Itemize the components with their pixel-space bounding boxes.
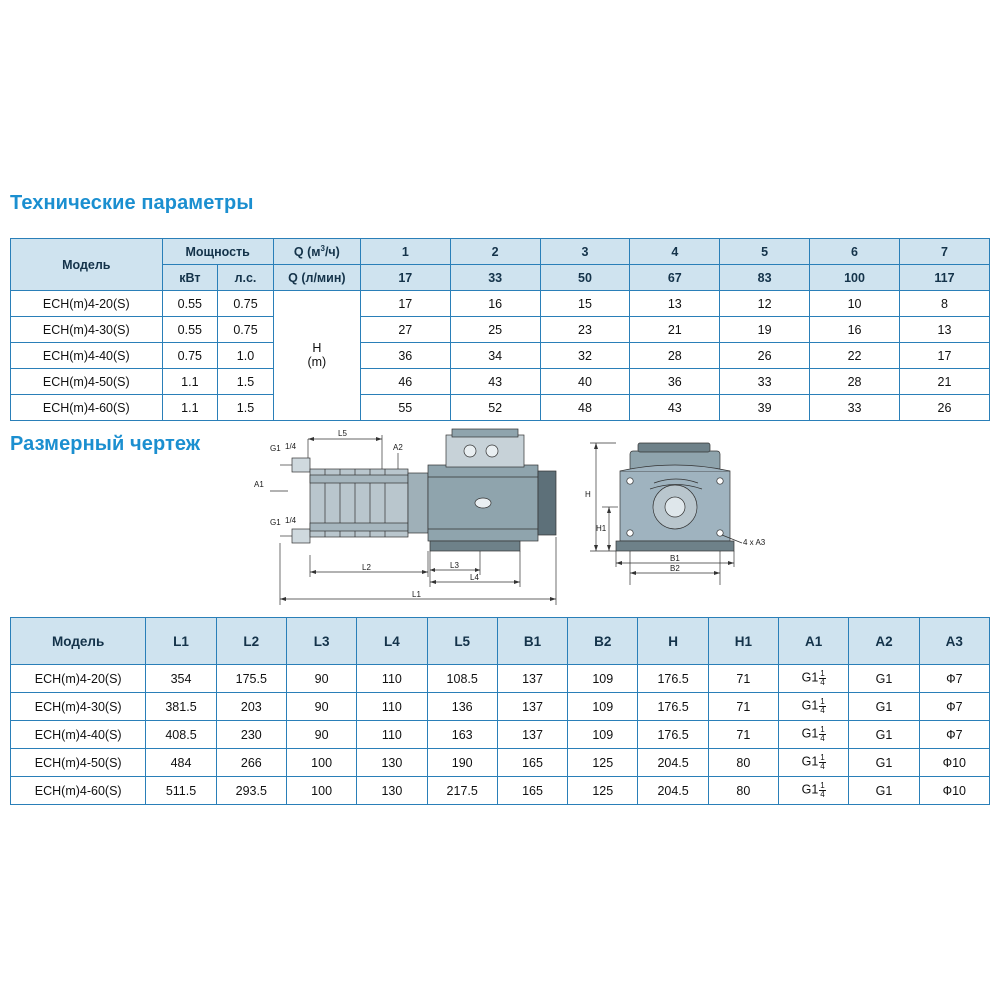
cell-A1-denominator: 4 <box>820 706 825 715</box>
cell-h3: 15 <box>540 291 630 317</box>
table-row <box>11 291 990 317</box>
header-L2: L2 <box>216 618 286 665</box>
table-row <box>11 693 990 721</box>
header-q1: 1 <box>360 239 450 265</box>
cell-h2: 34 <box>450 343 540 369</box>
dim-table-body <box>11 665 990 805</box>
cell-hp: 1.5 <box>218 369 274 395</box>
header-L5: L5 <box>427 618 497 665</box>
cell-model: ECH(m)4-50(S) <box>11 749 146 777</box>
label-G1-bottom: G1 <box>270 518 281 527</box>
cell-L3: 100 <box>286 777 356 805</box>
cell-B2: 109 <box>568 693 638 721</box>
cell-kw: 0.55 <box>162 317 218 343</box>
cell-L1: 484 <box>146 749 216 777</box>
cell-L4: 110 <box>357 721 427 749</box>
cell-A1-fraction <box>819 726 825 742</box>
cell-B1: 165 <box>497 749 567 777</box>
tech-table-body <box>11 291 990 421</box>
header-model: Модель <box>11 239 163 291</box>
dimensions-table <box>10 617 990 805</box>
cell-h5: 19 <box>720 317 810 343</box>
cell-h1: 36 <box>360 343 450 369</box>
cell-A1-denominator: 4 <box>820 678 825 687</box>
cell-A1-denominator: 4 <box>820 734 825 743</box>
cell-B2: 109 <box>568 665 638 693</box>
cell-B2: 125 <box>568 749 638 777</box>
table-row <box>11 749 990 777</box>
label-G1-bottom-frac: 1/4 <box>285 516 297 525</box>
cell-h6: 33 <box>810 395 900 421</box>
cell-H1: 71 <box>708 693 778 721</box>
cell-model: ECH(m)4-60(S) <box>11 777 146 805</box>
header-L1: L1 <box>146 618 216 665</box>
cell-model: ECH(m)4-40(S) <box>11 343 163 369</box>
label-A2: A2 <box>393 443 403 452</box>
cell-h4: 43 <box>630 395 720 421</box>
cell-H: 204.5 <box>638 749 708 777</box>
h-label-line1: H <box>312 340 322 355</box>
cell-h3: 40 <box>540 369 630 395</box>
cell-A1 <box>779 777 849 805</box>
cell-L2: 203 <box>216 693 286 721</box>
cell-L1: 408.5 <box>146 721 216 749</box>
technical-parameters-table <box>10 238 990 421</box>
label-L4: L4 <box>470 573 479 582</box>
cell-h5: 26 <box>720 343 810 369</box>
cell-A3: Ф7 <box>919 721 989 749</box>
cell-A1-fraction <box>819 698 825 714</box>
cell-H: 176.5 <box>638 665 708 693</box>
label-L1: L1 <box>412 590 421 599</box>
header-q-lmin: Q (л/мин) <box>273 265 360 291</box>
cell-h6: 28 <box>810 369 900 395</box>
label-L2: L2 <box>362 563 371 572</box>
cell-H1: 80 <box>708 749 778 777</box>
cell-h4: 21 <box>630 317 720 343</box>
cell-A3: Ф10 <box>919 777 989 805</box>
label-G1-top-frac: 1/4 <box>285 442 297 451</box>
cell-model: ECH(m)4-20(S) <box>11 291 163 317</box>
cell-L3: 100 <box>286 749 356 777</box>
cell-L2: 230 <box>216 721 286 749</box>
cell-hp: 0.75 <box>218 317 274 343</box>
table-row-header <box>11 618 990 665</box>
tech-table-head <box>11 239 990 291</box>
cell-A2: G1 <box>849 749 919 777</box>
cell-L1: 381.5 <box>146 693 216 721</box>
cell-L3: 90 <box>286 693 356 721</box>
cell-h1: 46 <box>360 369 450 395</box>
cell-kw: 1.1 <box>162 395 218 421</box>
cell-model: ECH(m)4-20(S) <box>11 665 146 693</box>
cell-h5: 33 <box>720 369 810 395</box>
cell-model: ECH(m)4-30(S) <box>11 693 146 721</box>
cell-A1-numerator: 1 <box>820 781 825 791</box>
cell-A1-base: G1 <box>801 754 819 769</box>
header-q7: 7 <box>899 239 989 265</box>
cell-kw: 0.55 <box>162 291 218 317</box>
cell-h1: 17 <box>360 291 450 317</box>
label-B2: B2 <box>670 564 680 573</box>
header-lmin3: 50 <box>540 265 630 291</box>
table-row <box>11 343 990 369</box>
cell-h4: 28 <box>630 343 720 369</box>
cell-L4: 110 <box>357 665 427 693</box>
header-lmin1: 17 <box>360 265 450 291</box>
cell-A1-base: G1 <box>801 782 819 797</box>
cell-A1-numerator: 1 <box>820 725 825 735</box>
cell-H1: 71 <box>708 721 778 749</box>
header-power: Мощность <box>162 239 273 265</box>
cell-h2: 52 <box>450 395 540 421</box>
cell-L2: 266 <box>216 749 286 777</box>
cell-kw: 0.75 <box>162 343 218 369</box>
cell-h7: 26 <box>899 395 989 421</box>
cell-L4: 130 <box>357 749 427 777</box>
cell-A1 <box>779 665 849 693</box>
cell-L3: 90 <box>286 721 356 749</box>
cell-h4: 36 <box>630 369 720 395</box>
header-lmin7: 117 <box>899 265 989 291</box>
cell-h1: 27 <box>360 317 450 343</box>
cell-A1 <box>779 721 849 749</box>
cell-A1 <box>779 749 849 777</box>
label-G1-top: G1 <box>270 444 281 453</box>
cell-L2: 293.5 <box>216 777 286 805</box>
cell-h2: 25 <box>450 317 540 343</box>
cell-h7: 8 <box>899 291 989 317</box>
page-title-dimensional-drawing: Размерный чертеж <box>10 433 201 455</box>
cell-h3: 48 <box>540 395 630 421</box>
cell-h-label <box>273 291 360 421</box>
cell-H: 204.5 <box>638 777 708 805</box>
header-q3: 3 <box>540 239 630 265</box>
header-lmin2: 33 <box>450 265 540 291</box>
cell-A2: G1 <box>849 721 919 749</box>
h-label-line2: (m) <box>307 354 327 369</box>
header-hp: л.с. <box>218 265 274 291</box>
header-B2: B2 <box>568 618 638 665</box>
cell-A1-numerator: 1 <box>820 669 825 679</box>
table-row <box>11 317 990 343</box>
cell-L5: 163 <box>427 721 497 749</box>
cell-L5: 108.5 <box>427 665 497 693</box>
header-q-m3h-text: Q $(м^3/ч)$ <box>293 243 340 260</box>
cell-h6: 10 <box>810 291 900 317</box>
cell-L2: 175.5 <box>216 665 286 693</box>
cell-L5: 217.5 <box>427 777 497 805</box>
cell-h7: 21 <box>899 369 989 395</box>
header-A2: A2 <box>849 618 919 665</box>
cell-A1-numerator: 1 <box>820 753 825 763</box>
cell-A3: Ф10 <box>919 749 989 777</box>
cell-H: 176.5 <box>638 721 708 749</box>
header-H: H <box>638 618 708 665</box>
cell-A1-denominator: 4 <box>820 790 825 799</box>
label-L3: L3 <box>450 561 459 570</box>
cell-A1-fraction <box>819 782 825 798</box>
cell-B1: 137 <box>497 721 567 749</box>
cell-h2: 43 <box>450 369 540 395</box>
label-A1: A1 <box>254 480 264 489</box>
cell-A2: G1 <box>849 665 919 693</box>
table-row <box>11 665 990 693</box>
cell-h3: 23 <box>540 317 630 343</box>
cell-L5: 190 <box>427 749 497 777</box>
table-row-header-1 <box>11 239 990 265</box>
cell-model: ECH(m)4-40(S) <box>11 721 146 749</box>
cell-H1: 71 <box>708 665 778 693</box>
label-B1: B1 <box>670 554 680 563</box>
label-4xA3: 4 x A3 <box>743 538 766 547</box>
header-A1: A1 <box>779 618 849 665</box>
cell-A1-numerator: 1 <box>820 697 825 707</box>
cell-A1-base: G1 <box>801 726 819 741</box>
header-B1: B1 <box>497 618 567 665</box>
cell-model: ECH(m)4-50(S) <box>11 369 163 395</box>
header-q4: 4 <box>630 239 720 265</box>
cell-h2: 16 <box>450 291 540 317</box>
cell-h5: 39 <box>720 395 810 421</box>
table-row <box>11 777 990 805</box>
cell-h7: 13 <box>899 317 989 343</box>
cell-B1: 165 <box>497 777 567 805</box>
page-title-technical-parameters: Технические параметры <box>10 192 254 214</box>
cell-A1 <box>779 693 849 721</box>
header-A3: A3 <box>919 618 989 665</box>
cell-B2: 109 <box>568 721 638 749</box>
header-H1: H1 <box>708 618 778 665</box>
cell-L4: 110 <box>357 693 427 721</box>
header-L3: L3 <box>286 618 356 665</box>
cell-A1-fraction <box>819 670 825 686</box>
cell-h3: 32 <box>540 343 630 369</box>
header-q-m3h <box>273 239 360 265</box>
label-H: H <box>585 490 591 499</box>
label-L5: L5 <box>338 429 347 438</box>
cell-A3: Ф7 <box>919 665 989 693</box>
cell-A2: G1 <box>849 693 919 721</box>
cell-B1: 137 <box>497 665 567 693</box>
cell-A1-denominator: 4 <box>820 762 825 771</box>
cell-hp: 1.5 <box>218 395 274 421</box>
header-lmin5: 83 <box>720 265 810 291</box>
header-L4: L4 <box>357 618 427 665</box>
cell-h6: 16 <box>810 317 900 343</box>
cell-h1: 55 <box>360 395 450 421</box>
cell-B2: 125 <box>568 777 638 805</box>
cell-A1-fraction <box>819 754 825 770</box>
cell-h4: 13 <box>630 291 720 317</box>
cell-H1: 80 <box>708 777 778 805</box>
cell-L5: 136 <box>427 693 497 721</box>
cell-h7: 17 <box>899 343 989 369</box>
cell-H: 176.5 <box>638 693 708 721</box>
cell-L1: 354 <box>146 665 216 693</box>
table-row <box>11 395 990 421</box>
cell-A1-base: G1 <box>801 698 819 713</box>
cell-A3: Ф7 <box>919 693 989 721</box>
label-H1: H1 <box>596 524 607 533</box>
header-kw: кВт <box>162 265 218 291</box>
header-q2: 2 <box>450 239 540 265</box>
header-q5: 5 <box>720 239 810 265</box>
header-model: Модель <box>11 618 146 665</box>
dim-table-head <box>11 618 990 665</box>
cell-L1: 511.5 <box>146 777 216 805</box>
table-row <box>11 721 990 749</box>
header-lmin4: 67 <box>630 265 720 291</box>
cell-A1-base: G1 <box>801 670 819 685</box>
cell-model: ECH(m)4-60(S) <box>11 395 163 421</box>
cell-h6: 22 <box>810 343 900 369</box>
header-q6: 6 <box>810 239 900 265</box>
cell-B1: 137 <box>497 693 567 721</box>
cell-h5: 12 <box>720 291 810 317</box>
pump-dimensional-drawing <box>230 425 990 615</box>
cell-kw: 1.1 <box>162 369 218 395</box>
cell-model: ECH(m)4-30(S) <box>11 317 163 343</box>
cell-L3: 90 <box>286 665 356 693</box>
cell-A2: G1 <box>849 777 919 805</box>
cell-hp: 1.0 <box>218 343 274 369</box>
header-lmin6: 100 <box>810 265 900 291</box>
cell-L4: 130 <box>357 777 427 805</box>
cell-hp: 0.75 <box>218 291 274 317</box>
table-row <box>11 369 990 395</box>
